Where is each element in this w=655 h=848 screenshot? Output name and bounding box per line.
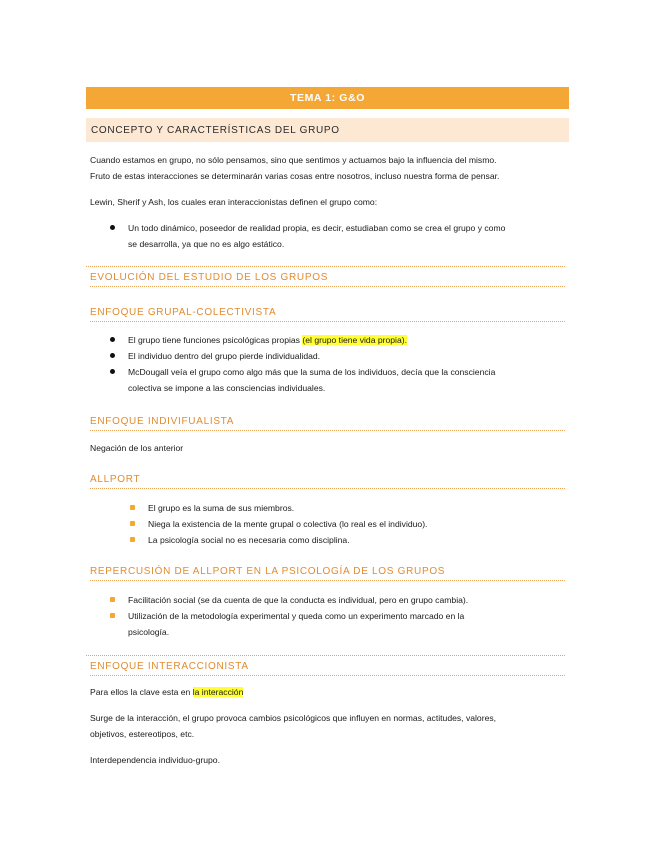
document-title: TEMA 1: G&O xyxy=(289,92,366,104)
intro-line-2: Fruto de estas interacciones se determinarán varias cosas entre nosotros, incluso nuestra forma de pensar. xyxy=(90,171,500,181)
lewin-bullet-line-1: Un todo dinámico, poseedor de realidad propia, es decir, estudiaban como se crea el grupo y como xyxy=(128,223,506,233)
intro-line-1: Cuando estamos en grupo, no sólo pensamos, sino que sentimos y actuamos bajo la influencia del mismo. xyxy=(90,155,497,165)
lewin-bullet-list xyxy=(128,220,568,252)
bullet-icon xyxy=(110,597,115,602)
interaccionista-surge xyxy=(90,710,570,742)
grupal-bullet-3-line-2: colectiva se impone a las consciencias individuales. xyxy=(128,383,326,393)
clave-highlight: la interacción xyxy=(192,687,244,697)
list-item xyxy=(128,608,568,640)
list-item xyxy=(128,364,568,396)
grupal-bullet-2: El individuo dentro del grupo pierde individualidad. xyxy=(128,351,321,361)
interaccionista-clave xyxy=(90,684,570,700)
divider xyxy=(86,266,565,267)
section-heading-band xyxy=(86,118,569,142)
surge-line-2: objetivos, estereotipos, etc. xyxy=(90,729,195,739)
bullet-icon xyxy=(110,337,115,342)
heading-interaccionista: ENFOQUE INTERACCIONISTA xyxy=(90,661,565,676)
list-item xyxy=(148,532,568,548)
repercusion-bullet-1: Facilitación social (se da cuenta de que la conducta es individual, pero en grupo cambia). xyxy=(128,595,469,605)
document-title-bar xyxy=(86,87,569,109)
bullet-icon xyxy=(130,505,135,510)
repercusion-bullet-2-line-2: psicología. xyxy=(128,627,170,637)
bullet-icon xyxy=(110,369,115,374)
bullet-icon xyxy=(130,521,135,526)
bullet-icon xyxy=(110,225,115,230)
list-item xyxy=(128,348,568,364)
divider xyxy=(86,655,565,656)
list-item xyxy=(128,220,568,252)
heading-grupal-colectivista: ENFOQUE GRUPAL-COLECTIVISTA xyxy=(90,307,565,322)
grupal-bullet-1-text: El grupo tiene funciones psicológicas propias xyxy=(128,335,303,345)
individualista-text: Negación de los anterior xyxy=(90,443,184,453)
bullet-icon xyxy=(110,613,115,618)
repercusion-bullet-2-line-1: Utilización de la metodología experimental y queda como un experimento marcado en la xyxy=(128,611,465,621)
section-heading: CONCEPTO Y CARACTERÍSTICAS DEL GRUPO xyxy=(91,124,340,136)
interdependencia-text: Interdependencia individuo-grupo. xyxy=(90,755,220,765)
list-item xyxy=(128,332,568,348)
surge-line-1: Surge de la interacción, el grupo provoca cambios psicológicos que influyen en normas, actitudes, valores, xyxy=(90,713,497,723)
heading-allport: ALLPORT xyxy=(90,474,565,489)
repercusion-bullet-list xyxy=(128,592,568,640)
heading-individualista: ENFOQUE INDIVIFUALISTA xyxy=(90,416,565,431)
grupal-bullet-3-line-1: McDougall veía el grupo como algo más que la suma de los individuos, decía que la consciencia xyxy=(128,367,496,377)
grupal-bullet-list xyxy=(128,332,568,396)
bullet-icon xyxy=(130,537,135,542)
allport-bullet-1: El grupo es la suma de sus miembros. xyxy=(148,503,295,513)
list-item xyxy=(148,500,568,516)
heading-evolucion: EVOLUCIÓN DEL ESTUDIO DE LOS GRUPOS xyxy=(90,272,565,287)
allport-bullet-2: Niega la existencia de la mente grupal o colectiva (lo real es el individuo). xyxy=(148,519,428,529)
intro-paragraph xyxy=(90,152,570,184)
allport-bullet-3: La psicología social no es necesaria como disciplina. xyxy=(148,535,350,545)
clave-text: Para ellos la clave esta en xyxy=(90,687,193,697)
bullet-icon xyxy=(110,353,115,358)
lewin-paragraph: Lewin, Sherif y Ash, los cuales eran interaccionistas definen el grupo como: xyxy=(90,197,378,207)
grupal-bullet-1-highlight: (el grupo tiene vida propia). xyxy=(302,335,407,345)
allport-bullet-list xyxy=(148,500,568,548)
list-item xyxy=(148,516,568,532)
heading-repercusion-allport: REPERCUSIÓN DE ALLPORT EN LA PSICOLOGÍA DE LOS GRUPOS xyxy=(90,566,565,581)
list-item xyxy=(128,592,568,608)
lewin-bullet-line-2: se desarrolla, ya que no es algo estático. xyxy=(128,239,285,249)
